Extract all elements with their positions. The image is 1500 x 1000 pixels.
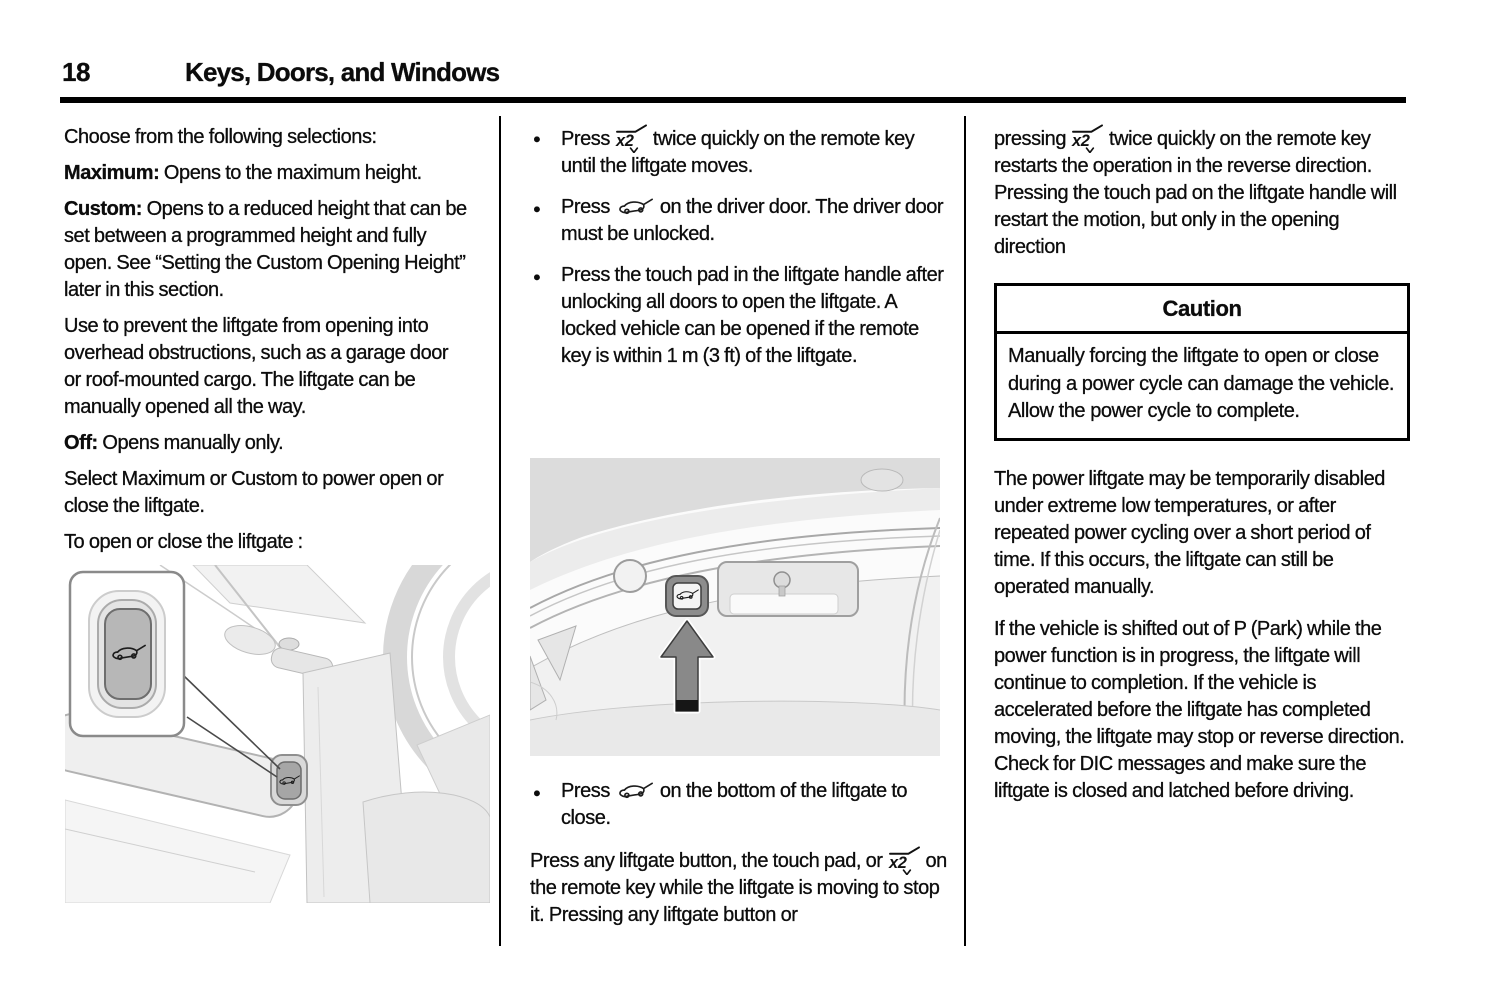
svg-text:x2: x2 — [1072, 132, 1090, 151]
bullet-press-remote — [530, 124, 946, 180]
column-divider-right — [964, 116, 966, 946]
to-open-paragraph: To open or close the liftgate : — [64, 531, 303, 553]
bullet-press-door-button — [530, 194, 946, 248]
bullet-text: twice quickly on the remote key until the liftgate moves. — [561, 128, 915, 177]
bullet-text: on the bottom of the liftgate to close. — [561, 780, 908, 829]
liftgate-trim-circle — [614, 560, 646, 592]
chapter-title: Keys, Doors, and Windows — [185, 57, 500, 87]
liftgate-handle-pocket — [718, 562, 858, 616]
caution-box — [994, 283, 1410, 441]
remote-key-x2-icon — [615, 124, 648, 153]
door-liftgate-button — [271, 755, 307, 805]
intro-paragraph: Choose from the following selections: — [64, 126, 377, 148]
header-rule — [60, 97, 1406, 103]
custom-text: Opens to a reduced height that can be set between a programmed height and fully open. See “Setting the Custom Opening Height” later in this section. — [64, 198, 467, 301]
off-paragraph — [64, 430, 468, 457]
custom-label: Custom: — [64, 198, 142, 220]
off-text: Opens manually only. — [102, 432, 284, 454]
column-middle — [530, 124, 946, 384]
bullet-touch-pad: ● Press the touch pad in the liftgate handle after unlocking all doors to open the liftgate. A locked vehicle can be opened if the remote key is within 1 m (3 ft) of the liftgate. — [530, 262, 946, 370]
bullet-text: Press — [561, 196, 610, 218]
maximum-label: Maximum: — [64, 162, 160, 184]
caution-body: Manually forcing the liftgate to open or close during a power cycle can damage the vehicle. Allow the power cycle to complete. — [1008, 345, 1394, 422]
liftgate-car-icon — [615, 196, 655, 217]
reverse-paragraph — [994, 124, 1410, 261]
bullet-press-close — [530, 778, 946, 832]
custom-paragraph — [64, 196, 468, 304]
svg-text:x2: x2 — [615, 132, 634, 151]
paragraph-text: on the remote key while the liftgate is moving to stop it. Pressing any liftgate button or — [530, 850, 947, 926]
maximum-text: Opens to the maximum height. — [163, 162, 422, 184]
column-right — [994, 124, 1410, 270]
paragraph-text: twice quickly on the remote key restarts the operation in the reverse direction. Pressing the touch pad on the liftgate handle will restart the motion, but only in the opening direction — [994, 128, 1397, 258]
callout-magnified-button — [70, 572, 184, 736]
close-bullet-block — [530, 778, 946, 832]
caution-title: Caution — [997, 286, 1407, 334]
liftgate-car-icon — [615, 780, 655, 801]
column-divider-left — [499, 116, 501, 946]
maximum-paragraph — [64, 160, 468, 187]
off-label: Off: — [64, 432, 98, 454]
park-paragraph: If the vehicle is shifted out of P (Park) while the power function is in progress, the liftgate will continue to completion. If the vehicle is accelerated before the liftgate has completed moving, the liftgate may stop or reverse direction. Check for DIC messages and make sure the liftgate is closed and latched before driving. — [994, 618, 1405, 802]
column-left — [64, 124, 468, 565]
prevent-paragraph: Use to prevent the liftgate from opening into overhead obstructions, such as a garage door or roof-mounted cargo. The liftgate can be manually opened all the way. — [64, 315, 449, 418]
liftgate-button-illustration — [530, 458, 940, 756]
bullet-text: Press — [561, 128, 610, 150]
remote-key-x2-icon — [1071, 124, 1104, 153]
page-number: 18 — [62, 57, 90, 87]
remote-key-x2-icon — [888, 846, 921, 875]
temperature-paragraph: The power liftgate may be temporarily disabled under extreme low temperatures, or after repeated power cycling over a short period of time. If this occurs, the liftgate can still be operated manually. — [994, 468, 1385, 598]
paragraph-text: pressing — [994, 128, 1066, 150]
svg-text:x2: x2 — [888, 854, 906, 873]
paragraph-text: Press any liftgate button, the touch pad, or — [530, 850, 883, 872]
liftgate-close-button — [666, 576, 708, 616]
select-paragraph: Select Maximum or Custom to power open or close the liftgate. — [64, 468, 444, 517]
driver-door-button-illustration — [65, 565, 490, 903]
stop-paragraph — [530, 846, 948, 929]
open-methods-list — [530, 124, 946, 370]
bullet-text: on the driver door. The driver door must be unlocked. — [561, 196, 944, 245]
bullet-text: Press — [561, 780, 610, 802]
